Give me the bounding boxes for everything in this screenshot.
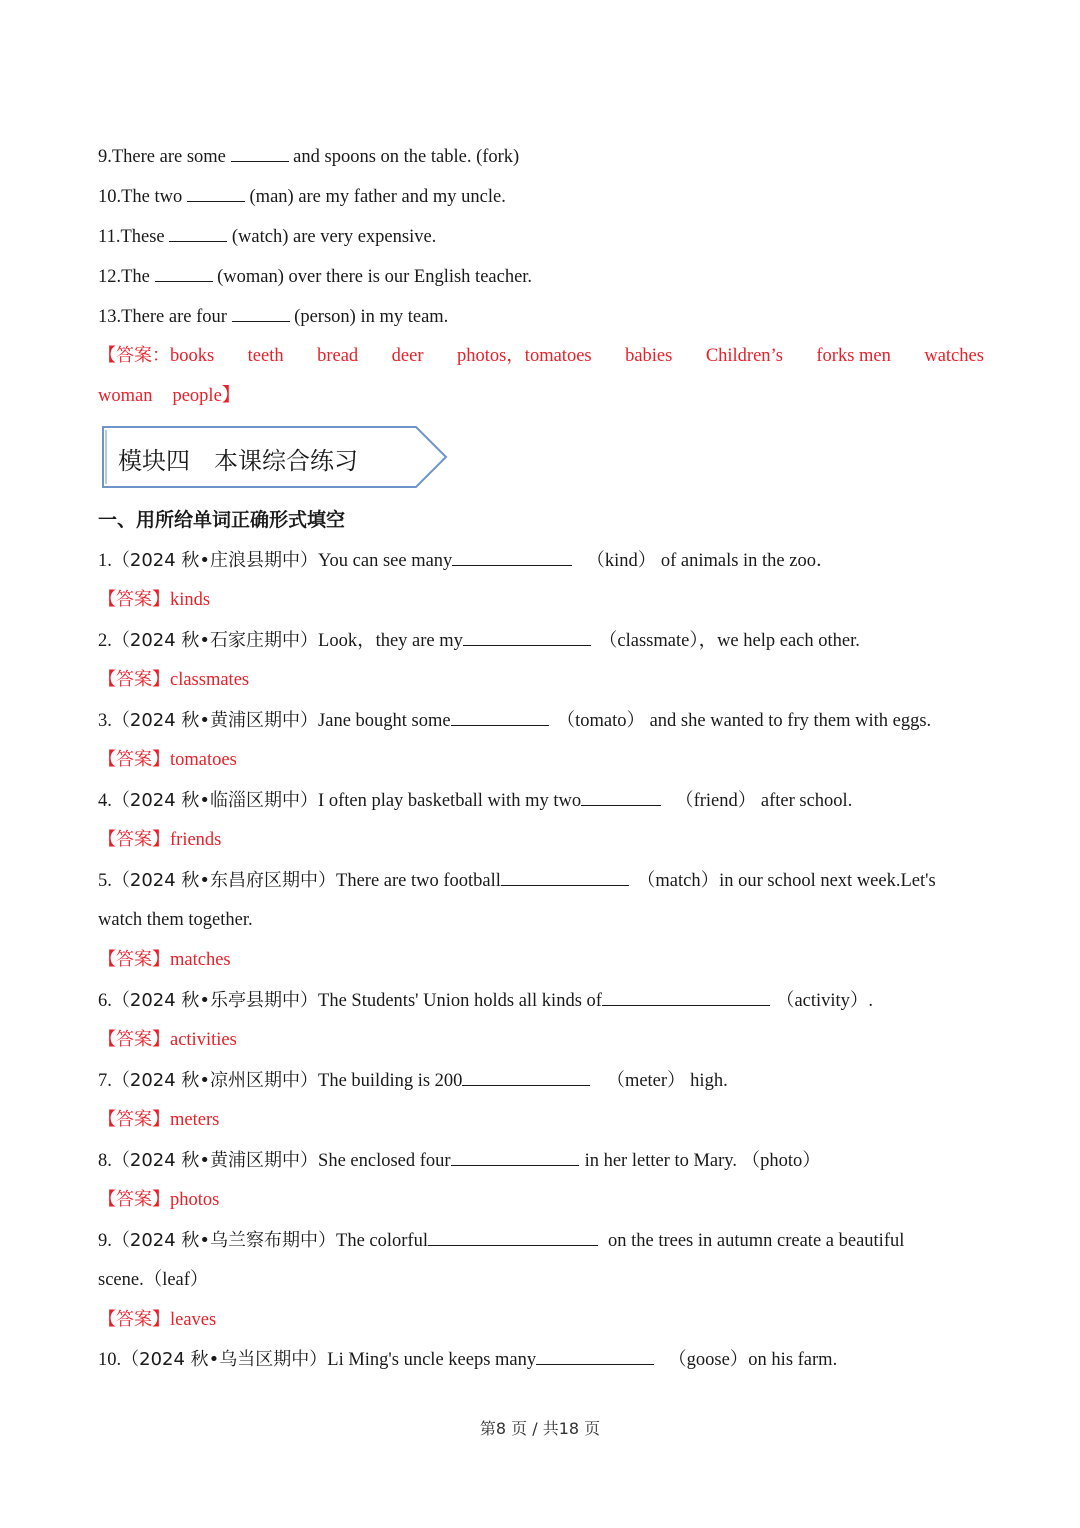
question-9-continued: scene.（leaf） xyxy=(98,1270,209,1290)
question-6: 6.（2024 秋•乐亭县期中）The Students' Union holds all kinds of （activity）. xyxy=(98,990,874,1011)
question-5: 5.（2024 秋•东昌府区期中）There are two football （match）in our school next week.Let's xyxy=(98,870,936,891)
answer-blank[interactable] xyxy=(155,265,213,282)
question-8: 8.（2024 秋•黄浦区期中）She enclosed four in her letter to Mary. （photo） xyxy=(98,1150,821,1171)
exercise-12: 12.The (woman) over there is our English teacher. xyxy=(98,267,533,287)
answer-blank[interactable] xyxy=(232,305,290,322)
answer-6: 【答案】activities xyxy=(98,1029,237,1050)
answer-9: 【答案】leaves xyxy=(98,1309,217,1330)
answer-blank[interactable] xyxy=(169,225,227,242)
answer-blank[interactable] xyxy=(451,1149,579,1166)
answer-blank[interactable] xyxy=(463,629,591,646)
answer-blank[interactable] xyxy=(462,1069,590,1086)
answer-blank[interactable] xyxy=(187,185,245,202)
answer-key-line-1: 【答案：books teeth bread deer photos，tomatoes babies Children’s forks men watches xyxy=(98,345,984,366)
answer-blank[interactable] xyxy=(536,1348,654,1365)
module-title: 模块四 本课综合练习 xyxy=(118,447,358,475)
answer-8: 【答案】photos xyxy=(98,1189,220,1210)
question-7: 7.（2024 秋•凉州区期中）The building is 200 （meter） high. xyxy=(98,1070,728,1091)
question-3: 3.（2024 秋•黄浦区期中）Jane bought some （tomato） and she wanted to fry them with eggs. xyxy=(98,710,932,731)
answer-blank[interactable] xyxy=(428,1229,598,1246)
question-5-continued: watch them together. xyxy=(98,910,253,930)
page-number-footer: 第8 页 / 共18 页 xyxy=(479,1419,601,1438)
answer-blank[interactable] xyxy=(581,789,661,806)
question-9: 9.（2024 秋•乌兰察布期中）The colorful on the trees in autumn create a beautiful xyxy=(98,1230,905,1251)
answer-key-line-2: woman people】 xyxy=(98,386,241,406)
answer-blank[interactable] xyxy=(452,549,572,566)
exercise-9: 9.There are some and spoons on the table. (fork) xyxy=(98,147,520,167)
answer-3: 【答案】tomatoes xyxy=(98,749,237,770)
question-2: 2.（2024 秋•石家庄期中）Look，they are my （classmate），we help each other. xyxy=(98,630,860,651)
answer-7: 【答案】meters xyxy=(98,1109,220,1130)
answer-blank[interactable] xyxy=(501,869,629,886)
answer-2: 【答案】classmates xyxy=(98,669,250,690)
question-4: 4.（2024 秋•临淄区期中）I often play basketball with my two （friend） after school. xyxy=(98,790,853,811)
question-1: 1.（2024 秋•庄浪县期中）You can see many （kind） of animals in the zoo． xyxy=(98,550,835,571)
answer-4: 【答案】friends xyxy=(98,829,222,850)
exercise-13: 13.There are four (person) in my team. xyxy=(98,307,449,327)
answer-blank[interactable] xyxy=(451,709,549,726)
answer-blank[interactable] xyxy=(231,145,289,162)
exercise-11: 11.These (watch) are very expensive. xyxy=(98,227,437,247)
answer-1: 【答案】kinds xyxy=(98,589,211,610)
question-10: 10.（2024 秋•乌当区期中）Li Ming's uncle keeps many （goose）on his farm. xyxy=(98,1349,838,1370)
answer-5: 【答案】matches xyxy=(98,949,231,970)
answer-blank[interactable] xyxy=(602,989,770,1006)
section-heading: 一、用所给单词正确形式填空 xyxy=(98,509,346,531)
exercise-10: 10.The two (man) are my father and my uncle. xyxy=(98,187,506,207)
